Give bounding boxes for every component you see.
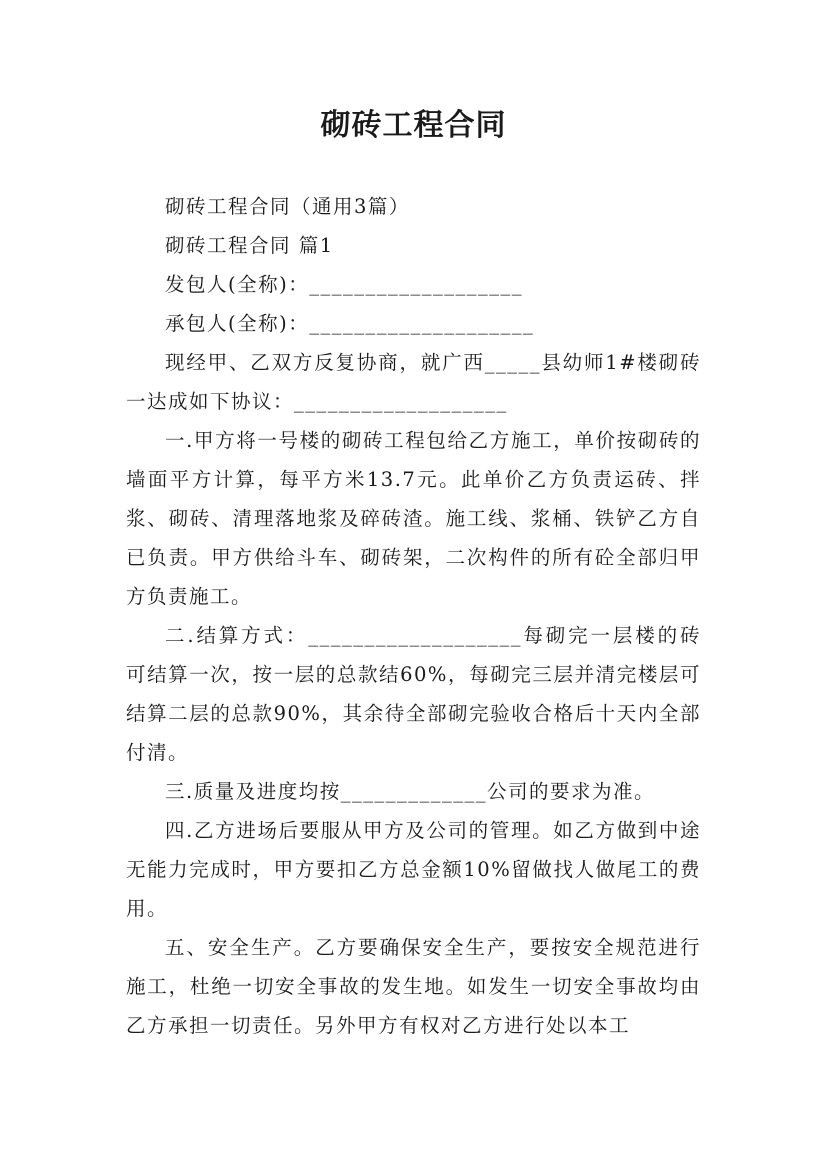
document-title: 砌砖工程合同 <box>320 108 507 143</box>
section-heading: 砌砖工程合同 篇1 <box>165 234 334 257</box>
clause-4: 四.乙方进场后要服从甲方及公司的管理。如乙方做到中途无能力完成时，甲方要扣乙方总金额10%留做找人做尾工的费用。 <box>126 819 701 920</box>
clause-1: 一.甲方将一号楼的砌砖工程包给乙方施工，单价按砌砖的墙面平方计算，每平方米13.7元。此单价乙方负责运砖、拌浆、砌砖、清理落地浆及碎砖渣。施工线、浆桶、铁铲乙方自已负责。甲方供给斗车、砌砖架，二次构件的所有砼全部归甲方负责施工。 <box>126 429 701 608</box>
subcontractor-party-line: 承包人(全称)：____________________ <box>165 312 535 335</box>
subtitle-paragraph: 砌砖工程合同（通用3篇） <box>165 195 410 218</box>
clause-3: 三.质量及进度均按_____________公司的要求为准。 <box>165 780 655 803</box>
clause-5: 五、安全生产。乙方要确保安全生产，要按安全规范进行施工，杜绝一切安全事故的发生地。如发生一切安全事故均由乙方承担一切责任。另外甲方有权对乙方进行处以本工 <box>126 936 701 1037</box>
document-body <box>126 187 701 1045</box>
contractor-party-line: 发包人(全称)：___________________ <box>165 273 523 296</box>
clause-2: 二.结算方式：___________________每砌完一层楼的砖可结算一次，按一层的总款结60%，每砌完三层并清完楼层可结算二层的总款90%，其余待全部砌完验收合格后十天内全部付清。 <box>126 624 701 764</box>
preamble-paragraph: 现经甲、乙双方反复协商，就广西_____县幼师1#楼砌砖一达成如下协议：___________________ <box>126 351 701 413</box>
